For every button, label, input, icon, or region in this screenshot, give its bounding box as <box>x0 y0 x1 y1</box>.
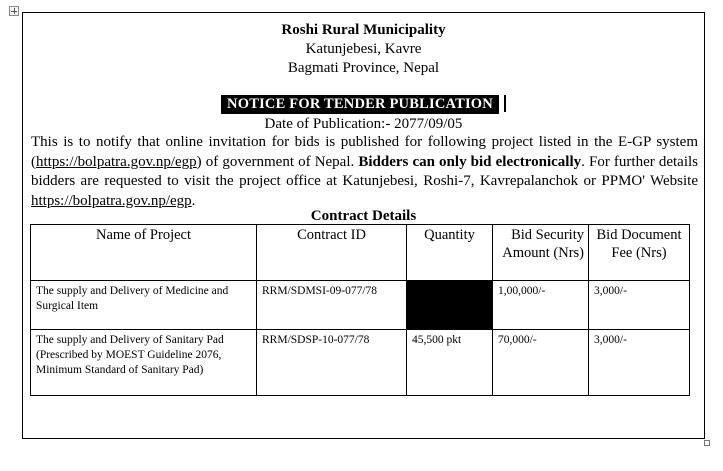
address-line-1: Katunjebesi, Kavre <box>305 41 422 57</box>
body-text-4: . <box>191 192 196 209</box>
table-header-row <box>31 225 690 281</box>
header <box>23 21 704 78</box>
header-name-of-project: Name of Project <box>31 225 257 281</box>
header-quantity: Quantity <box>407 225 493 281</box>
contract-id: RRM/SDMSI-09-077/78 <box>257 281 407 330</box>
table-resize-handle-icon[interactable] <box>704 440 710 446</box>
doc-fee: 3,000/- <box>589 330 690 396</box>
header-contract-id: Contract ID <box>257 225 407 281</box>
table-row <box>31 330 690 396</box>
project-name: The supply and Delivery of Medicine and Surgical Item <box>31 281 257 330</box>
address-line-2: Bagmati Province, Nepal <box>287 60 440 76</box>
redacted-quantity <box>407 281 493 330</box>
quantity: 45,500 pkt <box>407 330 493 396</box>
body-text-2: ) of government of Nepal. <box>196 153 359 170</box>
contract-details-title: Contract Details <box>310 208 417 224</box>
egp-link-1[interactable]: https://bolpatra.gov.np/egp <box>36 153 197 170</box>
notice-body <box>31 133 698 211</box>
doc-fee: 3,000/- <box>589 281 690 330</box>
notice-frame <box>22 12 705 439</box>
notice-title: NOTICE FOR TENDER PUBLICATION <box>221 95 499 114</box>
project-name: The supply and Delivery of Sanitary Pad (Prescribed by MOEST Guideline 2076, Minimum Standard of Sanitary Pad) <box>31 330 257 396</box>
organization-name: Roshi Rural Municipality <box>281 22 446 38</box>
bid-security: 70,000/- <box>493 330 589 396</box>
body-text-1: This is to notify that online invitation for bids is published for following project listed in the E-GP system ( <box>31 134 698 170</box>
text-cursor <box>504 95 506 112</box>
header-bid-security: Bid Security Amount (Nrs) <box>493 225 589 281</box>
egp-link-2[interactable]: https://bolpatra.gov.np/egp <box>31 192 192 209</box>
header-doc-fee: Bid Document Fee (Nrs) <box>589 225 690 281</box>
contract-id: RRM/SDSP-10-077/78 <box>257 330 407 396</box>
bid-security: 1,00,000/- <box>493 281 589 330</box>
table-row <box>31 281 690 330</box>
body-text-3: . For further details bidders are requested to visit the project office at Katunjebesi, Roshi-7, Kavrepalanchok or PPMO' Website <box>31 153 698 189</box>
contract-details-table <box>30 224 690 396</box>
table-move-handle-icon[interactable] <box>9 6 19 16</box>
notice-title-wrap <box>23 95 704 114</box>
publication-date: Date of Publication:- 2077/09/05 <box>264 116 463 132</box>
body-bold-text: Bidders can only bid electronically <box>358 153 582 170</box>
